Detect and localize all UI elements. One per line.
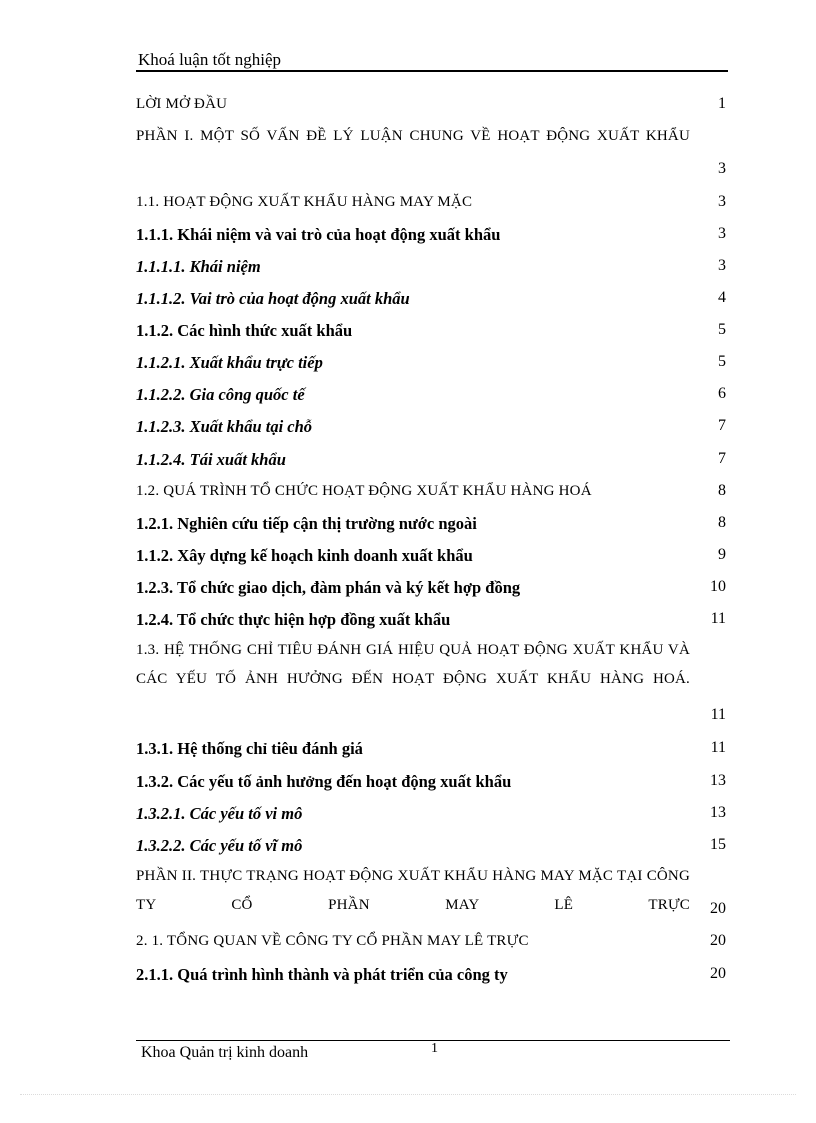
toc-entry-page: 8 bbox=[718, 514, 726, 531]
toc-entry-page: 10 bbox=[710, 578, 726, 595]
toc-entry-page: 15 bbox=[710, 836, 726, 853]
toc-entry-page: 7 bbox=[718, 450, 726, 467]
toc-entry-title: 2.1.1. Quá trình hình thành và phát triển của công ty bbox=[136, 965, 508, 984]
toc-entry[interactable] bbox=[136, 348, 726, 378]
toc-entry-page: 7 bbox=[718, 417, 726, 434]
toc-entry[interactable] bbox=[136, 541, 726, 571]
toc-entry-page: 5 bbox=[718, 321, 726, 338]
toc-entry-page: 6 bbox=[718, 385, 726, 402]
footer-page-number: 1 bbox=[431, 1041, 438, 1056]
toc-entry-page: 3 bbox=[718, 193, 726, 210]
toc-entry-title: 1.1.1. Khái niệm và vai trò của hoạt động xuất khẩu bbox=[136, 225, 501, 244]
toc-entry-title: 1.1.2. Các hình thức xuất khẩu bbox=[136, 321, 353, 340]
toc-entry[interactable] bbox=[136, 767, 726, 797]
toc-entry-page: 20 bbox=[710, 932, 726, 949]
toc-entry-title: 1.1.2. Xây dựng kế hoạch kinh doanh xuất khẩu bbox=[136, 546, 473, 565]
toc-entry-page: 11 bbox=[710, 706, 726, 723]
toc-entry[interactable] bbox=[136, 509, 726, 539]
toc-entry[interactable] bbox=[136, 380, 726, 410]
toc-entry[interactable] bbox=[136, 220, 726, 250]
toc-entry[interactable] bbox=[136, 927, 726, 957]
toc-entry-page: 3 bbox=[718, 225, 726, 242]
toc-entry-page: 11 bbox=[710, 610, 726, 627]
toc-entry[interactable] bbox=[136, 445, 726, 475]
toc-entry-page: 9 bbox=[718, 546, 726, 563]
toc-entry[interactable] bbox=[136, 636, 726, 730]
footer-department: Khoa Quản trị kinh doanh bbox=[141, 1044, 309, 1061]
toc-entry-page: 11 bbox=[710, 739, 726, 756]
toc-entry-page: 3 bbox=[718, 257, 726, 274]
toc-entry-title: 1.1.2.2. Gia công quốc tế bbox=[136, 385, 305, 404]
toc-entry[interactable] bbox=[136, 412, 726, 442]
toc-entry[interactable] bbox=[136, 831, 726, 861]
toc-entry[interactable] bbox=[136, 316, 726, 346]
toc-entry-title: 2. 1. TỔNG QUAN VỀ CÔNG TY CỔ PHẦN MAY LÊ TRỰC bbox=[136, 933, 529, 949]
toc-entry-page: 13 bbox=[710, 804, 726, 821]
page-bottom-dotted-line bbox=[20, 1094, 796, 1095]
toc-entry-page: 4 bbox=[718, 289, 726, 306]
toc-entry[interactable] bbox=[136, 477, 726, 507]
toc-entry-title: 1.3.2.2. Các yếu tố vĩ mô bbox=[136, 836, 303, 855]
toc-entry-title: 1.3.2. Các yếu tố ảnh hưởng đến hoạt động xuất khẩu bbox=[136, 772, 512, 791]
toc-entry-page: 8 bbox=[718, 482, 726, 499]
toc-entry-title: 1.1.2.4. Tái xuất khẩu bbox=[136, 450, 286, 469]
toc-entry[interactable] bbox=[136, 284, 726, 314]
header-divider bbox=[136, 70, 728, 72]
toc-entry[interactable] bbox=[136, 799, 726, 829]
toc-entry-page: 20 bbox=[710, 965, 726, 982]
toc-entry-page: 13 bbox=[710, 772, 726, 789]
toc-entry-title: 1.2. QUÁ TRÌNH TỔ CHỨC HOẠT ĐỘNG XUẤT KHẨU HÀNG HOÁ bbox=[136, 483, 592, 499]
toc-entry-title: LỜI MỞ ĐẦU bbox=[136, 96, 228, 112]
toc-entry-title: 1.2.4. Tổ chức thực hiện hợp đồng xuất khẩu bbox=[136, 610, 451, 629]
toc-entry-title: PHẦN I. MỘT SỐ VẤN ĐỀ LÝ LUẬN CHUNG VỀ HOẠT ĐỘNG XUẤT KHẨU bbox=[136, 128, 690, 144]
toc-entry-title: 1.1.2.1. Xuất khẩu trực tiếp bbox=[136, 353, 323, 372]
toc-entry[interactable] bbox=[136, 252, 726, 282]
toc-entry[interactable] bbox=[136, 90, 726, 120]
toc-entry[interactable] bbox=[136, 188, 726, 218]
toc-entry-title: 1.3.1. Hệ thống chỉ tiêu đánh giá bbox=[136, 739, 363, 758]
toc-entry-title: PHẦN II. THỰC TRẠNG HOẠT ĐỘNG XUẤT KHẨU HÀNG MAY MẶC TẠI CÔNG TY CỔ PHẦN MAY LÊ TRỰC bbox=[136, 868, 690, 913]
toc-entry[interactable] bbox=[136, 122, 726, 184]
header-title: Khoá luận tốt nghiệp bbox=[138, 50, 282, 69]
toc-entry[interactable] bbox=[136, 734, 726, 764]
toc-entry-page: 5 bbox=[718, 353, 726, 370]
toc-entry-title: 1.1.1.1. Khái niệm bbox=[136, 257, 261, 276]
toc-entry-page: 1 bbox=[718, 95, 726, 112]
toc-entry-title: 1.1.2.3. Xuất khẩu tại chỗ bbox=[136, 417, 313, 436]
toc-entry-title: 1.2.3. Tổ chức giao dịch, đàm phán và ký kết hợp đồng bbox=[136, 578, 521, 597]
toc-entry-title: 1.1.1.2. Vai trò của hoạt động xuất khẩu bbox=[136, 289, 410, 308]
toc-entry-title: 1.3. HỆ THỐNG CHỈ TIÊU ĐÁNH GIÁ HIỆU QUẢ HOẠT ĐỘNG XUẤT KHẨU VÀ CÁC YẾU TỐ ẢNH HƯỞNG ĐẾN HOẠT ĐỘNG XUẤT KHẨU HÀNG HOÁ. bbox=[136, 642, 690, 687]
toc-entry[interactable] bbox=[136, 960, 726, 990]
toc-entry[interactable] bbox=[136, 862, 726, 924]
toc-entry-title: 1.2.1. Nghiên cứu tiếp cận thị trường nước ngoài bbox=[136, 514, 477, 533]
toc-entry[interactable] bbox=[136, 573, 726, 603]
toc-entry[interactable] bbox=[136, 605, 726, 635]
toc-entry-title: 1.1. HOẠT ĐỘNG XUẤT KHẨU HÀNG MAY MẶC bbox=[136, 194, 473, 210]
toc-entry-page: 20 bbox=[710, 900, 726, 917]
toc-entry-page: 3 bbox=[718, 160, 726, 177]
toc-entry-title: 1.3.2.1. Các yếu tố vi mô bbox=[136, 804, 303, 823]
